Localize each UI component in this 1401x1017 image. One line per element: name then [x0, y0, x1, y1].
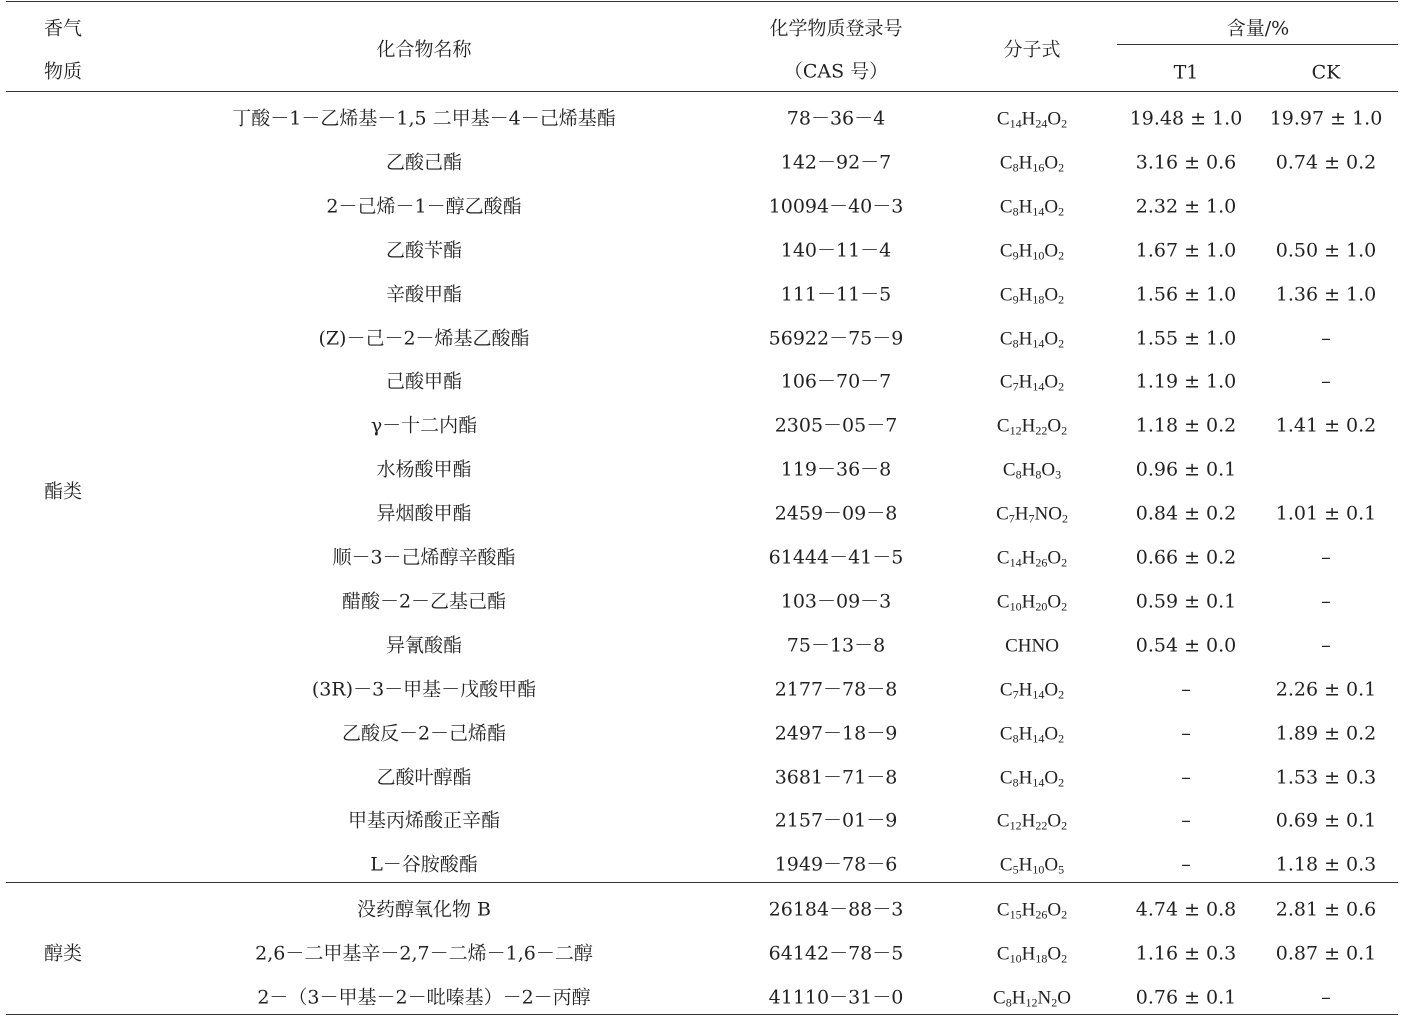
- formula-element: O: [1057, 987, 1071, 1009]
- formula-element: H: [1014, 503, 1029, 525]
- formula-subscript: 2: [1058, 775, 1065, 789]
- molecular-formula: [996, 505, 1068, 524]
- ck-value: 1.41 ± 0.2: [1275, 414, 1377, 437]
- ck-value: 1.36 ± 1.0: [1275, 283, 1377, 306]
- formula-subscript: 2: [1061, 555, 1068, 570]
- formula-subscript: 2: [1058, 336, 1065, 350]
- header-content: 含量/%: [1226, 17, 1290, 40]
- formula-subscript: 10: [1032, 862, 1045, 877]
- cas-number: 140－11－4: [780, 239, 892, 262]
- molecular-formula: [993, 987, 1071, 1010]
- formula-subscript: 10: [1032, 248, 1045, 263]
- molecular-formula: [996, 591, 1068, 614]
- formula-element: H: [1018, 723, 1033, 745]
- cas-number: 75－13－8: [786, 634, 886, 657]
- t1-value: 1.18 ± 0.2: [1135, 414, 1237, 437]
- formula-element: O: [1044, 679, 1059, 701]
- formula-subscript: 14: [1032, 204, 1045, 219]
- ck-value: 2.81 ± 0.6: [1275, 898, 1377, 921]
- formula-subscript: 2: [1058, 731, 1065, 746]
- formula-element: O: [1044, 767, 1059, 788]
- ck-value: –: [1321, 370, 1331, 393]
- formula-element: C: [996, 547, 1010, 569]
- t1-value: 0.84 ± 0.2: [1135, 502, 1237, 525]
- molecular-formula: [1000, 329, 1064, 348]
- compound-name: 乙酸反－2－己烯酯: [341, 722, 507, 745]
- formula-subscript: 7: [1028, 511, 1035, 526]
- compound-name: 甲基丙烯酸正辛酯: [347, 809, 501, 832]
- cas-number: 2177－78－8: [774, 678, 898, 701]
- formula-subscript: 14: [1032, 687, 1045, 702]
- compound-name: 水杨酸甲酯: [376, 458, 472, 481]
- compound-name: 乙酸苄酯: [385, 239, 463, 262]
- formula-element: H: [1021, 108, 1036, 130]
- formula-element: C: [999, 723, 1013, 745]
- compound-name: γ－十二内酯: [370, 414, 478, 437]
- cas-number: 61444－41－5: [768, 546, 904, 569]
- compound-name: 醋酸－2－乙基己酯: [341, 590, 507, 613]
- formula-element: O: [1047, 899, 1062, 921]
- formula-subscript: 26: [1035, 555, 1048, 570]
- formula-element: H: [1021, 943, 1036, 965]
- molecular-formula: [999, 679, 1065, 702]
- formula-element: C: [996, 899, 1010, 921]
- cas-number: 119－36－8: [780, 458, 892, 481]
- formula-subscript: 2: [1058, 248, 1065, 263]
- formula-element: C: [996, 591, 1010, 613]
- formula-element: O: [1047, 591, 1062, 613]
- formula-element: C: [999, 196, 1013, 218]
- formula-element: H: [1018, 152, 1033, 174]
- ck-value: 19.97 ± 1.0: [1269, 107, 1383, 130]
- formula-subscript: 2: [1058, 204, 1065, 219]
- cas-number: 2459－09－8: [774, 502, 898, 525]
- formula-element: O: [1044, 196, 1059, 218]
- formula-element: O: [1041, 459, 1056, 481]
- t1-value: –: [1181, 722, 1191, 745]
- molecular-formula: [999, 240, 1065, 263]
- cas-number: 3681－71－8: [774, 766, 898, 788]
- formula-element: C: [996, 108, 1010, 130]
- molecular-formula: [999, 196, 1065, 219]
- formula-subscript: 12: [1009, 818, 1022, 833]
- formula-element: O: [1047, 547, 1062, 569]
- t1-value: 0.59 ± 0.1: [1135, 590, 1237, 613]
- cas-number: 78－36－4: [786, 107, 886, 130]
- formula-element: O: [1047, 415, 1062, 437]
- molecular-formula: [997, 549, 1067, 568]
- formula-subscript: 7: [1012, 379, 1019, 394]
- cas-number: 111－11－5: [780, 283, 892, 306]
- formula-element: NO: [1034, 503, 1062, 525]
- formula-subscript: 22: [1035, 423, 1048, 438]
- header-category-line1: 香气: [44, 17, 83, 40]
- formula-element: C: [996, 810, 1010, 832]
- formula-element: C: [999, 854, 1013, 876]
- compound-name: 丁酸－1－乙烯基－1,5 二甲基－4－己烯基酯: [232, 107, 616, 130]
- t1-value: –: [1181, 766, 1191, 788]
- formula-element: C: [996, 503, 1009, 525]
- formula-element: H: [1021, 899, 1036, 921]
- ck-value: 0.69 ± 0.1: [1275, 809, 1377, 832]
- formula-element: O: [1044, 240, 1059, 262]
- molecular-formula: [1005, 636, 1059, 655]
- t1-value: 4.74 ± 0.8: [1135, 898, 1237, 921]
- molecular-formula: [999, 723, 1065, 746]
- formula-subscript: 2: [1061, 907, 1068, 922]
- formula-element: O: [1044, 371, 1059, 393]
- formula-subscript: 2: [1058, 379, 1065, 394]
- formula-subscript: 10: [1009, 599, 1022, 614]
- ck-value: –: [1321, 590, 1331, 613]
- formula-element: O: [1044, 723, 1059, 745]
- t1-value: 1.55 ± 1.0: [1135, 327, 1237, 349]
- ck-value: –: [1321, 634, 1331, 657]
- molecular-formula: [999, 284, 1065, 307]
- formula-subscript: 2: [1061, 423, 1068, 438]
- formula-element: C: [999, 679, 1013, 701]
- formula-element: O: [1047, 108, 1062, 130]
- formula-subscript: 12: [1025, 995, 1038, 1010]
- content-span-rule: [1117, 44, 1398, 45]
- header-cas-line2: （CAS 号）: [783, 60, 889, 83]
- formula-element: C: [999, 284, 1013, 306]
- formula-element: H: [1018, 371, 1033, 393]
- formula-subscript: 2: [1058, 292, 1065, 307]
- ck-value: 1.53 ± 0.3: [1275, 766, 1377, 788]
- formula-subscript: 7: [1012, 687, 1019, 702]
- t1-value: –: [1181, 678, 1191, 701]
- formula-subscript: 5: [1012, 862, 1019, 877]
- group-separator-rule: [6, 882, 1398, 883]
- header-ck: CK: [1311, 61, 1341, 84]
- formula-element: O: [1044, 854, 1059, 876]
- cas-number: 2157－01－9: [774, 809, 898, 832]
- molecular-formula: [1000, 768, 1064, 787]
- formula-subscript: 14: [1009, 116, 1022, 131]
- t1-value: 19.48 ± 1.0: [1129, 107, 1243, 130]
- formula-subscript: 14: [1032, 379, 1045, 394]
- formula-subscript: 3: [1055, 467, 1062, 482]
- header-cas-line1: 化学物质登录号: [769, 17, 903, 40]
- formula-element: C: [999, 152, 1013, 174]
- compound-name: 2,6－二甲基辛－2,7－二烯－1,6－二醇: [255, 942, 593, 965]
- formula-subscript: 2: [1061, 951, 1068, 966]
- compound-name: 辛酸甲酯: [385, 283, 463, 306]
- compound-name: 没药醇氧化物 B: [356, 898, 492, 921]
- t1-value: –: [1181, 853, 1191, 876]
- formula-subscript: 14: [1032, 336, 1045, 350]
- formula-element: H: [1011, 987, 1026, 1009]
- formula-subscript: 8: [1005, 995, 1012, 1010]
- ck-value: –: [1321, 327, 1331, 349]
- formula-subscript: 22: [1035, 818, 1048, 833]
- t1-value: 1.16 ± 0.3: [1135, 942, 1237, 965]
- ck-value: –: [1321, 986, 1331, 1009]
- formula-element: H: [1018, 767, 1033, 788]
- formula-subscript: 8: [1015, 467, 1022, 482]
- cas-number: 1949－78－6: [774, 853, 898, 876]
- formula-subscript: 9: [1012, 292, 1019, 307]
- molecular-formula: [1000, 373, 1064, 392]
- formula-element: H: [1018, 854, 1033, 876]
- molecular-formula: [997, 812, 1067, 831]
- formula-subscript: 5: [1058, 862, 1065, 877]
- formula-subscript: 24: [1035, 116, 1048, 131]
- compound-name: 己酸甲酯: [385, 370, 463, 393]
- category-label: 酯类: [44, 480, 83, 503]
- t1-value: 2.32 ± 1.0: [1135, 195, 1237, 218]
- formula-element: H: [1021, 810, 1036, 832]
- formula-subscript: 2: [1061, 599, 1068, 614]
- formula-subscript: 8: [1035, 467, 1042, 482]
- formula-subscript: 20: [1035, 599, 1048, 614]
- header-bottom-rule: [6, 91, 1398, 92]
- formula-subscript: 9: [1012, 248, 1019, 263]
- formula-element: H: [1021, 415, 1036, 437]
- formula-element: O: [1047, 810, 1062, 832]
- compound-name: L－谷胺酸酯: [370, 853, 478, 876]
- compound-name: 顺－3－己烯醇辛酸酯: [332, 546, 516, 569]
- molecular-formula: [999, 152, 1065, 175]
- formula-element: C: [999, 328, 1013, 349]
- header-compound-name: 化合物名称: [376, 38, 472, 61]
- formula-element: H: [1018, 328, 1033, 349]
- compound-name: 乙酸己酯: [385, 151, 463, 174]
- formula-element: H: [1021, 459, 1036, 481]
- compound-name: 异烟酸甲酯: [376, 502, 472, 525]
- ck-value: 0.74 ± 0.2: [1275, 151, 1377, 174]
- formula-subscript: 12: [1009, 423, 1022, 438]
- molecular-formula: [1003, 461, 1061, 480]
- ck-value: 1.01 ± 0.1: [1275, 502, 1377, 525]
- formula-element: C: [996, 943, 1010, 965]
- formula-element: H: [1018, 284, 1033, 306]
- formula-subscript: 8: [1012, 204, 1019, 219]
- formula-element: H: [1021, 591, 1036, 613]
- cas-number: 106－70－7: [780, 370, 892, 393]
- formula-subscript: 2: [1061, 818, 1068, 833]
- compound-name: (Z)－己－2－烯基乙酸酯: [318, 327, 530, 349]
- t1-value: 0.96 ± 0.1: [1135, 458, 1237, 481]
- formula-element: O: [1044, 284, 1059, 306]
- ck-value: 2.26 ± 0.1: [1275, 678, 1377, 701]
- ck-value: 1.89 ± 0.2: [1275, 722, 1377, 745]
- cas-number: 64142－78－5: [768, 942, 904, 965]
- bottom-rule: [6, 1014, 1398, 1015]
- cas-number: 10094－40－3: [768, 195, 904, 218]
- formula-subscript: 8: [1012, 775, 1019, 789]
- formula-subscript: 2: [1061, 511, 1068, 526]
- formula-subscript: 15: [1009, 907, 1022, 922]
- compound-name: (3R)－3－甲基－戊酸甲酯: [311, 678, 537, 701]
- cas-number: 56922－75－9: [768, 327, 904, 349]
- ck-value: –: [1321, 546, 1331, 569]
- formula-subscript: 14: [1009, 555, 1022, 570]
- formula-subscript: 2: [1058, 687, 1065, 702]
- formula-subscript: 2: [1061, 116, 1068, 131]
- molecular-formula: [996, 943, 1068, 966]
- ck-value: 0.50 ± 1.0: [1275, 239, 1377, 262]
- category-label: 醇类: [44, 942, 83, 965]
- cas-number: 2497－18－9: [774, 722, 898, 745]
- formula-subscript: 2: [1051, 995, 1058, 1010]
- ck-value: 1.18 ± 0.3: [1275, 853, 1377, 876]
- formula-element: H: [1021, 547, 1036, 569]
- formula-element: H: [1018, 679, 1033, 701]
- t1-value: 1.56 ± 1.0: [1135, 283, 1237, 306]
- formula-subscript: 26: [1035, 907, 1048, 922]
- molecular-formula: [997, 417, 1067, 436]
- molecular-formula: [997, 110, 1067, 129]
- cas-number: 103－09－3: [780, 590, 892, 613]
- cas-number: 41110－31－0: [768, 986, 904, 1009]
- formula-element: C: [999, 240, 1013, 262]
- formula-subscript: 10: [1009, 951, 1022, 966]
- compound-name: 2－己烯－1－醇乙酸酯: [326, 195, 522, 218]
- top-rule: [6, 1, 1398, 2]
- t1-value: 0.76 ± 0.1: [1135, 986, 1237, 1009]
- header-t1: T1: [1173, 61, 1199, 84]
- cas-number: 26184－88－3: [768, 898, 904, 921]
- formula-subscript: 16: [1032, 160, 1045, 175]
- formula-subscript: 14: [1032, 775, 1045, 789]
- formula-subscript: 8: [1012, 731, 1019, 746]
- t1-value: 1.19 ± 1.0: [1135, 370, 1237, 393]
- formula-subscript: 7: [1008, 511, 1015, 526]
- header-category-line2: 物质: [44, 60, 83, 83]
- t1-value: –: [1181, 809, 1191, 832]
- formula-subscript: 8: [1012, 336, 1019, 350]
- cas-number: 2305－05－7: [774, 414, 898, 437]
- formula-subscript: 14: [1032, 731, 1045, 746]
- formula-element: C: [999, 767, 1013, 788]
- formula-element: N: [1037, 987, 1052, 1009]
- formula-element: C: [993, 987, 1006, 1009]
- t1-value: 1.67 ± 1.0: [1135, 239, 1237, 262]
- formula-element: CHNO: [1005, 635, 1059, 657]
- formula-subscript: 18: [1035, 951, 1048, 966]
- formula-subscript: 8: [1012, 160, 1019, 175]
- header-formula: 分子式: [1003, 38, 1061, 61]
- t1-value: 3.16 ± 0.6: [1135, 151, 1237, 174]
- compound-name: 2－（3－甲基－2－吡嗪基）－2－丙醇: [257, 986, 591, 1009]
- formula-element: C: [999, 371, 1013, 393]
- formula-element: H: [1018, 240, 1033, 262]
- formula-element: O: [1044, 328, 1059, 349]
- t1-value: 0.54 ± 0.0: [1135, 634, 1237, 657]
- molecular-formula: [1000, 856, 1064, 875]
- molecular-formula: [997, 901, 1067, 920]
- formula-element: H: [1018, 196, 1033, 218]
- compound-name: 异氰酸酯: [385, 634, 463, 657]
- compound-name: 乙酸叶醇酯: [376, 766, 472, 788]
- formula-subscript: 2: [1058, 160, 1065, 175]
- ck-value: 0.87 ± 0.1: [1275, 942, 1377, 965]
- formula-element: O: [1044, 152, 1059, 174]
- t1-value: 0.66 ± 0.2: [1135, 546, 1237, 569]
- formula-element: C: [996, 415, 1010, 437]
- formula-element: O: [1047, 943, 1062, 965]
- formula-element: C: [1002, 459, 1016, 481]
- formula-subscript: 18: [1032, 292, 1045, 307]
- cas-number: 142－92－7: [780, 151, 892, 174]
